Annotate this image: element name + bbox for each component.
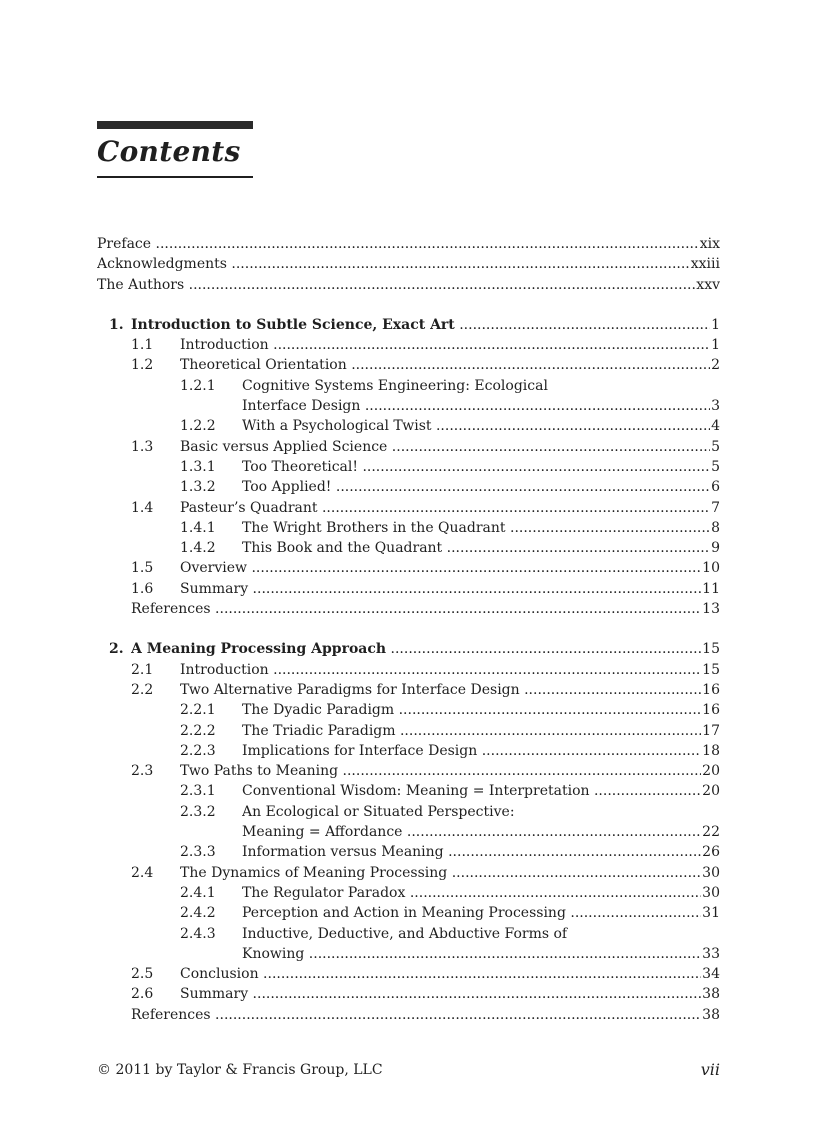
toc-entry-label: Introduction to Subtle Science, Exact Art ..... [131,315,710,335]
subsection-entry[interactable] [97,741,720,761]
toc-entry-number: 1.4 [131,499,154,516]
toc-entry-number: 2.3.2 [180,803,216,820]
toc-entry-page: 8 [711,519,720,536]
subsection-entry[interactable] [97,883,720,903]
toc-entry-label: Inductive, Deductive, and Abductive Forms of [242,925,568,942]
toc-entry-label: References ..... [131,599,701,619]
subsection-entry[interactable] [97,457,720,477]
section-entry[interactable] [97,761,720,781]
toc-entry-number: 2. [109,641,124,658]
toc-entry-number: 2.4.3 [180,925,216,942]
toc-entry-page: 13 [702,601,720,618]
toc-entry-number: 1.3.1 [180,458,216,475]
toc-entry-label: Two Paths to Meaning ..... [180,761,701,781]
toc-entry-label: The Dynamics of Meaning Processing ..... [180,863,701,883]
toc-entry-label: Overview ..... [180,558,701,578]
toc-entry-label: Perception and Action in Meaning Processing ..... [242,903,701,923]
footer-page-number: vii [700,1060,720,1079]
toc-entry-label: Summary ..... [180,984,701,1004]
toc-entry-label: Introduction ..... [180,660,701,680]
subsection-entry[interactable] [97,700,720,720]
toc-entry-page: 38 [702,986,720,1003]
toc-entry-number: 1.4.2 [180,540,216,557]
toc-entry-label: Two Alternative Paradigms for Interface Design ..... [180,680,701,700]
toc-entry-number: 2.2.2 [180,722,216,739]
chapter-group [97,315,720,619]
toc-entry-page: 5 [711,458,720,475]
table-of-contents [97,234,720,1025]
toc-entry-number: 1.6 [131,580,154,597]
subsection-entry[interactable] [97,416,720,436]
toc-entry-number: 1. [109,316,124,333]
heading-bar [97,121,253,129]
toc-entry-number: 1.3 [131,438,154,455]
subsection-entry-continued[interactable] [97,396,720,416]
toc-entry-number: 1.2.2 [180,418,216,435]
subsection-entry-continued[interactable] [97,944,720,964]
toc-entry-page: 20 [702,783,720,800]
toc-entry-label: Knowing ..... [242,944,701,964]
subsection-entry[interactable] [97,538,720,558]
subsection-entry[interactable] [97,802,720,822]
toc-entry-number: 2.1 [131,661,154,678]
toc-entry-label: Too Applied! ..... [242,477,710,497]
toc-entry-label: The Triadic Paradigm ..... [242,721,701,741]
subsection-entry[interactable] [97,924,720,944]
toc-entry-number: 1.5 [131,560,154,577]
toc-entry-page: 16 [702,681,720,698]
toc-entry-number: 2.5 [131,966,154,983]
footer-copyright: © 2011 by Taylor & Francis Group, LLC [97,1062,383,1078]
toc-entry-page: 20 [702,763,720,780]
toc-entry-label: Preface ..... [97,234,699,254]
toc-entry-page: 1 [711,316,720,333]
toc-entry-label: Too Theoretical! ..... [242,457,710,477]
subsection-entry[interactable] [97,376,720,396]
toc-entry-number: 1.1 [131,337,154,354]
toc-entry-page: 10 [702,560,720,577]
toc-entry-label: An Ecological or Situated Perspective: [242,803,515,820]
toc-entry-label: References ..... [131,1005,701,1025]
toc-entry-number: 1.2 [131,357,154,374]
section-entry[interactable] [97,335,720,355]
toc-entry-page: 22 [702,824,720,841]
section-entry[interactable] [97,964,720,984]
toc-entry-label: Summary ..... [180,579,701,599]
front-matter-list [97,234,720,295]
section-entry[interactable] [97,498,720,518]
toc-entry-page: 9 [711,540,720,557]
front-matter-item[interactable] [97,254,720,274]
section-entry[interactable] [97,863,720,883]
toc-entry-label: Introduction ..... [180,335,710,355]
toc-entry-number: 1.4.1 [180,519,216,536]
toc-entry-number: 1.3.2 [180,479,216,496]
toc-entry-number: 2.2 [131,681,154,698]
toc-entry-label: A Meaning Processing Approach ..... [131,639,701,659]
toc-entry-number: 2.4.2 [180,905,216,922]
toc-entry-label: Theoretical Orientation ..... [180,355,710,375]
subsection-entry-continued[interactable] [97,822,720,842]
toc-entry-page: 1 [711,337,720,354]
toc-entry-number: 2.6 [131,986,154,1003]
toc-entry-page: 5 [711,438,720,455]
toc-entry-page: 7 [711,499,720,516]
toc-entry-label: Interface Design ..... [242,396,710,416]
toc-entry-page: 18 [702,742,720,759]
toc-entry-label: Acknowledgments ..... [97,254,690,274]
toc-entry-number: 2.3.3 [180,844,216,861]
toc-entry-number: 2.3 [131,763,154,780]
section-entry[interactable] [97,558,720,578]
toc-entry-page: 38 [702,1006,720,1023]
section-entry[interactable] [97,660,720,680]
subsection-entry[interactable] [97,721,720,741]
subsection-entry[interactable] [97,518,720,538]
chapter-entry[interactable] [97,315,720,335]
toc-entry-number: 2.2.1 [180,702,216,719]
heading-rule [97,176,253,178]
subsection-entry[interactable] [97,781,720,801]
toc-entry-page: 31 [702,905,720,922]
toc-entry-label: The Wright Brothers in the Quadrant ..... [242,518,710,538]
toc-entry-label: Meaning = Affordance ..... [242,822,701,842]
toc-entry-page: 30 [702,884,720,901]
front-matter-item[interactable] [97,275,720,295]
toc-entry-page: xxv [696,276,720,293]
toc-entry-page: 17 [702,722,720,739]
toc-entry-page: 34 [702,966,720,983]
toc-entry-page: 3 [711,398,720,415]
toc-entry-number: 1.2.1 [180,377,216,394]
toc-entry-label: Pasteur’s Quadrant ..... [180,498,710,518]
toc-entry-label: The Authors ..... [97,275,695,295]
toc-entry-number: 2.4 [131,864,154,881]
references-entry[interactable] [97,599,720,619]
front-matter-item[interactable] [97,234,720,254]
toc-entry-page: 15 [702,661,720,678]
section-entry[interactable] [97,355,720,375]
toc-entry-number: 2.2.3 [180,742,216,759]
section-entry[interactable] [97,984,720,1004]
toc-entry-number: 2.3.1 [180,783,216,800]
toc-entry-label: Implications for Interface Design ..... [242,741,701,761]
toc-entry-label: This Book and the Quadrant ..... [242,538,710,558]
section-entry[interactable] [97,579,720,599]
toc-entry-label: Basic versus Applied Science ..... [180,437,710,457]
toc-entry-label: Conventional Wisdom: Meaning = Interpretation ..... [242,781,701,801]
toc-entry-label: The Regulator Paradox ..... [242,883,701,903]
toc-entry-page: 11 [702,580,720,597]
section-entry[interactable] [97,437,720,457]
toc-entry-page: 16 [702,702,720,719]
subsection-entry[interactable] [97,477,720,497]
references-entry[interactable] [97,1005,720,1025]
toc-entry-page: 15 [702,641,720,658]
toc-entry-label: With a Psychological Twist ..... [242,416,710,436]
subsection-entry[interactable] [97,842,720,862]
toc-entry-page: xix [699,236,720,252]
toc-entry-label: Conclusion ..... [180,964,701,984]
toc-entry-label: Cognitive Systems Engineering: Ecological [242,377,548,394]
page-title: Contents [97,135,241,168]
toc-entry-page: 6 [711,479,720,496]
chapter-group [97,639,720,1025]
section-entry[interactable] [97,680,720,700]
subsection-entry[interactable] [97,903,720,923]
toc-entry-page: xxiii [690,256,720,273]
toc-entry-number: 2.4.1 [180,884,216,901]
toc-entry-page: 30 [702,864,720,881]
toc-entry-label: Information versus Meaning ..... [242,842,701,862]
toc-entry-label: The Dyadic Paradigm ..... [242,700,701,720]
toc-entry-page: 33 [702,945,720,962]
toc-entry-page: 4 [711,418,720,435]
toc-entry-page: 2 [711,357,720,374]
toc-entry-page: 26 [702,844,720,861]
chapter-entry[interactable] [97,639,720,659]
